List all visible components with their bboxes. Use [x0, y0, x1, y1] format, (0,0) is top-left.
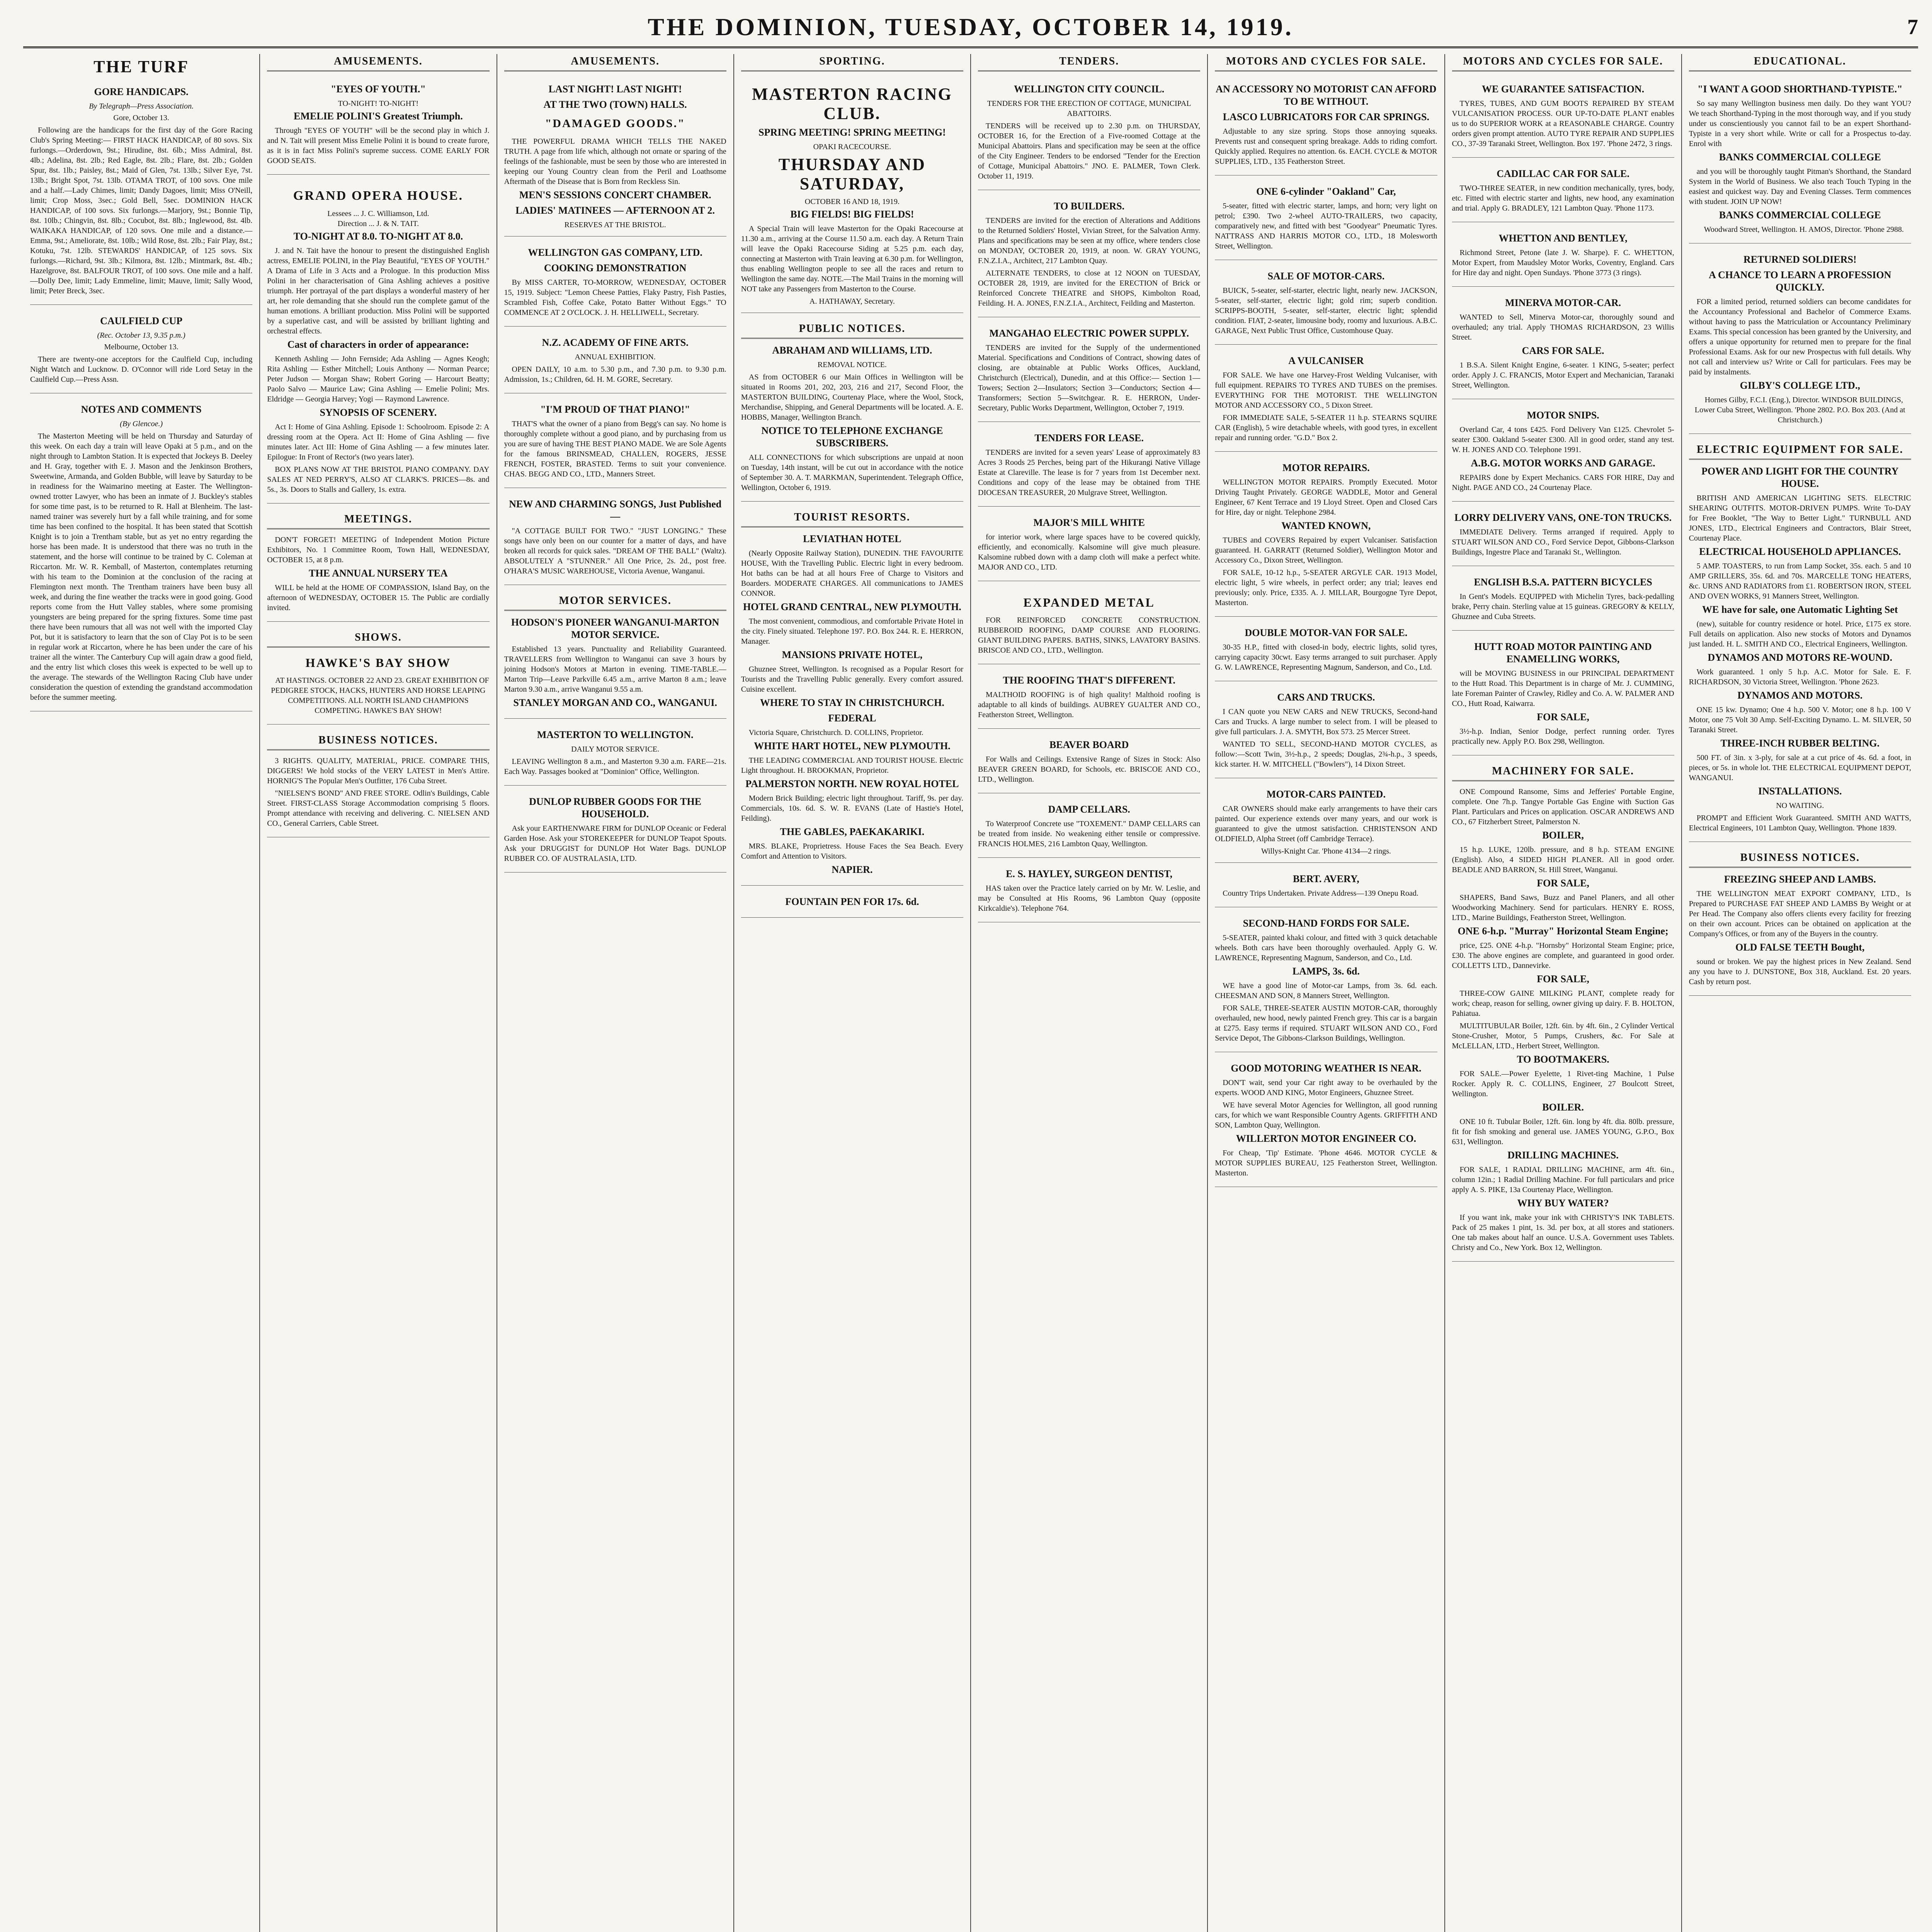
weather-heading: GOOD MOTORING WEATHER IS NEAR. — [1231, 1063, 1422, 1074]
opera-heading: GRAND OPERA HOUSE. — [293, 189, 464, 203]
beaver-body: For Walls and Ceilings. Extensive Range of Sizes in Stock: Also BEAVER GREEN BOARD, for Schools, etc. BRISCOE AND CO., LTD., Wellington. — [978, 755, 1201, 784]
opera-house-ad — [267, 179, 489, 503]
lease-tender — [978, 426, 1200, 507]
shapers-heading: FOR SALE, — [1537, 878, 1590, 889]
nielsens-ad: "NIELSEN'S BOND" AND FREE STORE. Odlin's Buildings, Cable Street. FIRST-CLASS Storage Accommodation comprising 5 floors. Prompt attendance with receiving and delivering. C. NIELSEN AND CO., General Carriers, Cable Street. — [267, 789, 490, 828]
mansions-body: Ghuznee Street, Wellington. Is recognised as a Popular Resort for Tourists and the Travelling Public generally. Every comfort assured. Cuisine excellent. — [741, 665, 963, 694]
masterton-subheading: DAILY MOTOR SERVICE. — [571, 745, 660, 753]
column-amusements-2 — [497, 54, 734, 1932]
meetings-section — [267, 507, 489, 622]
arts-heading: N.Z. ACADEMY OF FINE ARTS. — [542, 337, 689, 348]
bikes-body: 3½-h.p. Indian, Senior Dodge, perfect running order. Tyres practically new. Apply P.O. Box 298, Wellington. — [1452, 727, 1674, 746]
vulcaniser-body: FOR SALE. We have one Harvey-Frost Welding Vulcaniser, with full equipment. REPAIRS TO TYRES AND TUBES on the premises. EVERYTHING FOR THE MOTORIST. THE WELLINGTON MOTOR AND ACCESSORY CO., 5 Dixon Street. — [1215, 371, 1437, 410]
carsale-body: 1 B.S.A. Silent Knight Engine, 6-seater. 1 KING, 5-seater; perfect order. Apply J. C. FRANCIS, Motor Expert and Mechanician, Taranaki Street, Wellington. — [1452, 361, 1674, 389]
whetton-body: Richmond Street, Petone (late J. W. Sharpe). F. C. WHETTON, Motor Expert, from Maudsley Motor Works, Coventry, England. Cars for Hire day and night. Open Sundays. 'Phone 3773 (3 rings). — [1452, 248, 1674, 277]
steam-engines-heading: ONE 6-h.p. "Murray" Horizontal Steam Engine; — [1458, 925, 1668, 937]
opera-body: J. and N. Tait have the honour to present the distinguished English actress, EMELIE POLINI, in the Play Beautiful, "EYES OF YOUTH." A Drama of Life in 3 Acts and a Prologue. In this production Miss Polini in her characterisation of Gina Ashling achieves a positive triumph. Her portrayal of the part displays a wonderful mastery of her art, her role demanding that she should run the complete gamut of the human emotions. A brilliant production. Miss Polini will be supported by a superlative cast, and will be assisted by brilliant lighting and orchestral effects. — [267, 247, 490, 335]
boiler-body: 15 h.p. LUKE, 120lb. pressure, and 8 h.p. STEAM ENGINE (English). Also, 4 SIDED HIGH PLANER. All in good order. BEADLE AND BARRON, St. Hill Street, Wanganui. — [1452, 845, 1674, 874]
bsa-bicycles-ad — [1452, 570, 1674, 631]
power-body: BRITISH AND AMERICAN LIGHTING SETS. ELECTRIC SHEARING OUTFITS. MOTOR-DRIVEN PUMPS. Write To-DAY for Free Booklet, "The Way to Better Light." TURNBULL AND JONES, LTD., Electrical Engineers and Contractors, Blair Street, Courtenay Place. — [1689, 494, 1911, 543]
songs-heading: NEW AND CHARMING SONGS, Just Published— — [509, 498, 722, 522]
abraham-body: AS from OCTOBER 6 our Main Offices in Wellington will be situated in Rooms 201, 202, 203, 216 and 217, Second Floor, the MASTERTON BUILDING, Courtenay Place, where the Wool, Stock, Merchandise, Shipping, and General Departments will be located. A. E. HOBBS, Manager, Wellington Branch. — [741, 373, 963, 422]
town-halls: AT THE TWO (TOWN) HALLS. — [543, 99, 687, 110]
cars-painted-ad — [1215, 782, 1437, 863]
stanley-heading: STANLEY MORGAN AND CO., WANGANUI. — [513, 697, 717, 708]
gas-company-ad — [504, 240, 726, 327]
arts-body: OPEN DAILY, 10 a.m. to 5.30 p.m., and 7.30 p.m. to 9.30 p.m. Admission, 1s.; Children, 6d. H. M. GORE, Secretary. — [504, 365, 726, 384]
austin-sale: FOR SALE, THREE-SEATER AUSTIN MOTOR-CAR, thoroughly overhauled, new hood, newly painted French grey. This car is a bargain at £275. Easy terms if required. STUART WILSON AND CO., Ford Service Depot, The Gibbons-Clarkson Buildings, Wellington. — [1215, 1004, 1437, 1043]
soldiers-heading: RETURNED SOLDIERS! — [1743, 254, 1857, 265]
notes-heading: NOTES AND COMMENTS — [81, 404, 202, 415]
minerva-ad — [1452, 291, 1674, 399]
column-amusements-1 — [260, 54, 497, 1932]
gore-handicaps-article — [30, 80, 252, 305]
roofing-body: MALTHOID ROOFING is of high quality! Malthoid roofing is adaptable to all kinds of buildings. AUBREY GUALTER AND CO., Featherston Street, Wellington. — [978, 690, 1201, 719]
songs-body: "A COTTAGE BUILT FOR TWO." "JUST LONGING." These songs have only been on our counter for a matter of days, and have broken all records for quick sales. "DREAM OF THE BALL" (Waltz). ABSOLUTELY A "STUNNER." All One Price, 2s. 2d., post free. O'HARA'S MUSIC WAREHOUSE, Victoria Avenue, Wanganui. — [504, 527, 726, 575]
cars-trucks-body: I CAN quote you NEW CARS and NEW TRUCKS, Second-hand Cars and Trucks. A large number to select from. I will be pleased to give full particulars. J. A. SMYTH, Box 573. 25 Mercer Street. — [1215, 707, 1437, 736]
electric-equipment-section — [1689, 438, 1911, 842]
column-sporting — [734, 54, 971, 1932]
motor-repairs-ad — [1215, 456, 1437, 617]
lamps-body: WE have a good line of Motor-car Lamps, from 3s. 6d. each. CHEESMAN AND SON, 8 Manners Street, Wellington. — [1215, 981, 1437, 1000]
abg-heading: A.B.G. MOTOR WORKS AND GARAGE. — [1471, 457, 1655, 469]
expanded-body: FOR REINFORCED CONCRETE CONSTRUCTION. RUBBEROID ROOFING, DAMP COURSE AND FLOORING. GIANT BUILDING PAPERS. BATHS, SINKS, LAVATORY BASINS. BRISCOE AND CO., LTD., Wellington. — [978, 616, 1201, 655]
masterton-body: LEAVING Wellington 8 a.m., and Masterton 9.30 a.m. FARE—21s. Each Way. Passages booked at "Dominion" Office, Wellington. — [504, 757, 726, 776]
songs-ad — [504, 492, 726, 585]
lorry-heading: LORRY DELIVERY VANS, ONE-TON TRUCKS. — [1454, 512, 1672, 523]
immediate-sale: FOR IMMEDIATE SALE, 5-SEATER 11 h.p. STEARNS SQUIRE CAR (English), 5 wire detachable wheels, with good tyres, in excellent repair and running order. "G.D." Box 2. — [1215, 413, 1437, 442]
weather-ad — [1215, 1056, 1437, 1187]
piano-heading: "I'M PROUD OF THAT PIANO!" — [540, 404, 690, 415]
cars-trucks-heading: CARS AND TRUCKS. — [1277, 692, 1375, 703]
caulfield-heading: CAULFIELD CUP — [100, 315, 183, 327]
shapers-body: SHAPERS, Band Saws, Buzz and Panel Planers, and all other Woodworking Machinery. Send for particulars. HENRY E. ROSS, LTD., Marine Buildings, Featherston Street, Wellington. — [1452, 893, 1674, 922]
council-heading: WELLINGTON CITY COUNCIL. — [1014, 83, 1165, 95]
public-notices-section — [741, 317, 963, 502]
white-hart-heading: WHITE HART HOTEL, NEW PLYMOUTH. — [754, 740, 951, 752]
hornig-ad: 3 RIGHTS. QUALITY, MATERIAL, PRICE. COMPARE THIS, DIGGERS! We hold stocks of the VERY LATEST in Men's Attire. HORNIG'S The Popular Men's Outfitter, 176 Cuba Street. — [267, 757, 490, 785]
typist-heading: "I WANT A GOOD SHORTHAND-TYPISTE." — [1697, 83, 1903, 95]
guarantee-body: TYRES, TUBES, AND GUM BOOTS REPAIRED BY STEAM VULCANISATION PROCESS. OUR UP-TO-DATE PLANT enables us to do SUPERIOR WORK at a REASONABLE CHARGE. Country orders given prompt attention. AUTO TYRE REPAIR AND SUPPLIES CO., 37-39 Taranaki Street, Wellington. Box 197. 'Phone 2472, 3 rings. — [1452, 99, 1674, 148]
meeting-notice: DON'T FORGET! MEETING of Independent Motion Picture Exhibitors, No. 1 Committee Room, Town Hall, WEDNESDAY, OCTOBER 15, at 8 p.m. — [267, 536, 490, 564]
nursery-body: WILL be held at the HOME OF COMPASSION, Island Bay, on the afternoon of WEDNESDAY, OCTOBER 15. The Public are cordially invited. — [267, 583, 490, 612]
opera-direction: Direction ... J. & N. TAIT. — [337, 219, 419, 228]
guarantee-heading: WE GUARANTEE SATISFACTION. — [1482, 83, 1645, 95]
removal-notice: REMOVAL NOTICE. — [817, 361, 887, 369]
public-notices-heading: PUBLIC NOTICES. — [741, 321, 963, 339]
guarantee-ad — [1452, 77, 1674, 158]
motors-heading-2: MOTORS AND CYCLES FOR SALE. — [1452, 54, 1674, 71]
council-body: TENDERS will be received up to 2.30 p.m. on THURSDAY, OCTOBER 16, for the Erection of a Five-roomed Cottage at the Municipal Abattoirs. Plans and specification may be seen at the office of the City Engineer. Tenders to be endorsed "Tender for the Erection of Cottage, Municipal Abattoirs." JNO. E. PALMER, Town Clerk. October 11, 1919. — [978, 122, 1201, 180]
eyes-of-youth-ad — [267, 77, 489, 175]
race-dates: OCTOBER 16 AND 18, 1919. — [804, 197, 900, 206]
teeth-body: sound or broken. We pay the highest prices in New Zealand. Send any you have to J. DUNSTONE, Box 318, Auckland. Est. 20 years. Cash by return post. — [1689, 957, 1911, 986]
snips-body: Overland Car, 4 tons £425. Ford Delivery Van £125. Chevrolet 5-seater £300. Oakland 5-seater £300. All in good order, stand any test. W. H. JONES AND CO. Telephone 1991. — [1452, 425, 1674, 454]
gas-subheading: COOKING DEMONSTRATION — [544, 262, 687, 274]
hodson-body: Established 13 years. Punctuality and Reliability Guaranteed. TRAVELLERS from Wellington to Wanganui can save 3 hours by joining Hodson's Motors at Marton in evening. TIME-TABLE.—Marton Trip—Leave Parkville 6.45 a.m., arrive Marton 8 a.m.; leave Marton 9.30 a.m., arrive Wanganui 9.55 a.m. — [504, 645, 726, 694]
caulfield-body: There are twenty-one acceptors for the Caulfield Cup, including Night Watch and Lucknow. D. O'Connor will ride Lord Setay in the Caulfield Cup.—Press Assn. — [30, 355, 253, 384]
synopsis-body: Act I: Home of Gina Ashling. Episode 1: Schoolroom. Episode 2: A dressing room at the Opera. Act II: Home of Gina Ashling — five minutes later. Act III: Home of Gina Ashling — a few minutes later. Epilogue: In Front of Rector's (two years later). — [267, 423, 490, 461]
racing-secretary: A. HATHAWAY, Secretary. — [809, 297, 895, 306]
gore-body: Following are the handicaps for the first day of the Gore Racing Club's Spring Meeting:— FIRST HACK HANDICAP, of 80 sovs. Six furlongs.—Orderdown, 9st.; Hirudine, 8st. 6lb.; Miss Admiral, 8st. 4lb.; Adelina, 8st. 2lb.; Red Eagle, 8st. 2lb.; Flare, 8st. 2lb.; Golden Spur, 8st. 1lb.; Paisley, 8st.; Maid of Glen, 7st. 13lb.; Silver Eye, 7st. 13lb.; Bright Spot, 7st. 13lb. OTAMA TROT, of 100 sovs. One mile and a half.—Lady Chimes, limit; Dandy Dagoes, limit; Miss O'Neill, limit; Crop Moss, 3sec.; Gold Bell, 5sec. DOMINION HACK HANDICAP, of 100 sovs. Six furlongs.—Marjory, 9st.; Bonnie Tip, 8st. 10lb.; Chingvin, 8st. 8lb.; Cocubot, 8st. 8lb.; Inglewood, 8st. 4lb. WAIKAKA HANDICAP, of 120 sovs. One mile and a distance.—Emma, 9st.; Ameliorate, 8st. 10lb.; Wild Rose, 8st. 2lb.; Fair Play, 8st.; Kotuku, 7st. 12lb. STEWARDS' HANDICAP, of 125 sovs. Six furlongs.—Richard, 9st. 3lb.; Kilmora, 8st. 12lb.; Mintmark, 8st. 4lb.; Hazelgrove, 8st. BALFOUR TROT, of 100 sovs. One mile and a half.—Dolly Dee, limit; Lady Emmeline, limit; Mauve, limit; Sally Wood, limit; Peter Breck, 3sec. — [30, 126, 253, 295]
business-heading-3: BUSINESS NOTICES. — [1689, 850, 1911, 868]
white-hart-body: THE LEADING COMMERCIAL AND TOURIST HOUSE. Electric Light throughout. H. BROOKMAN, Proprietor. — [741, 756, 963, 775]
banks-body: and you will be thoroughly taught Pitman's Shorthand, the Standard System in the World of Business. We also teach Touch Typing in the easiest and quickest way. Day and Evening Classes. Term commences with student. JOIN UP NOW! — [1689, 167, 1911, 206]
business-heading-1: BUSINESS NOTICES. — [267, 733, 489, 750]
sale-heading: SALE OF MOTOR-CARS. — [1267, 270, 1385, 282]
beaver-heading: BEAVER BOARD — [1049, 739, 1129, 750]
piano-ad — [504, 397, 726, 488]
mangahao-heading: MANGAHAO ELECTRIC POWER SUPPLY. — [989, 328, 1189, 339]
bootmakers-body: FOR SALE.—Power Eyelette, 1 Rivet-ting Machine, 1 Pulse Rocker. Apply R. C. COLLINS, Engineer, 27 Boulcott Street, Wellington. — [1452, 1070, 1674, 1098]
boiler2-heading: BOILER. — [1542, 1102, 1584, 1113]
soldiers-body: FOR a limited period, returned soldiers can become candidates for the Accountancy Professional and Bachelor of Commerce Exams. without having to pass the Matriculation or Accountancy Preliminary Exams. This special concession has been granted by the University, and offers a unique opportunity for returned men to prepare for the final Professional Exams. Ask for our new Prospectus with full details. Why not call and interview us? Write or Call for particulars. Fees may be paid by instalments. — [1689, 298, 1911, 376]
spring-meeting: SPRING MEETING! SPRING MEETING! — [759, 127, 946, 138]
telephone-body: ALL CONNECTIONS for which subscriptions are unpaid at noon on Tuesday, 14th instant, will be cut out in accordance with the notice of September 30. A. T. MARKMAN, Superintendent. Telegraph Office, Wellington, October 6, 1919. — [741, 453, 963, 492]
gas-heading: WELLINGTON GAS COMPANY, LTD. — [528, 247, 702, 258]
bootmakers-heading: TO BOOTMAKERS. — [1517, 1054, 1609, 1065]
milking-heading: FOR SALE, — [1537, 973, 1590, 985]
racing-club-heading: MASTERTON RACING CLUB. — [752, 85, 952, 123]
repairs-heading: MOTOR REPAIRS. — [1282, 462, 1370, 473]
damaged-goods-ad — [504, 77, 726, 236]
cadillac-body: TWO-THREE SEATER, in new condition mechanically, tyres, body, etc. Fitted with electric starter and lights, new hood, any examination and trial. Apply G. BRADLEY, 121 Lambton Quay. 'Phone 1173. — [1452, 184, 1674, 213]
cellars-body: To Waterproof Concrete use "TOXEMENT." DAMP CELLARS can be treated from inside. No weakening either tensile or compressive. FRANCIS HOLMES, 216 Lambton Quay, Wellington. — [978, 820, 1201, 848]
eyes-tonight: TO-NIGHT! TO-NIGHT! — [338, 99, 419, 108]
argyle-sale: FOR SALE, 10-12 h.p., 5-SEATER ARGYLE CAR. 1913 Model, electric light, 5 wire wheels, in perfect order; any trial; leaves end previously; only. Price, £335. A. J. MILLAR, Bourgogne Tyre Depot, Masterton. — [1215, 568, 1437, 607]
masterton-service-ad — [504, 723, 726, 786]
multitubular-body: MULTITUBULAR Boiler, 12ft. 6in. by 4ft. 6in., 2 Cylinder Vertical Stone-Crusher, Motor, 5 Pumps, Crushers, &c. For Sale at McLELLAN, LTD., Herbert Street, Wellington. — [1452, 1022, 1674, 1050]
page-number: 7 — [1907, 15, 1918, 39]
dynamos-heading: DYNAMOS AND MOTORS. — [1737, 690, 1863, 701]
motors-heading-1: MOTORS AND CYCLES FOR SALE. — [1215, 54, 1437, 71]
drilling-heading: DRILLING MACHINES. — [1507, 1150, 1619, 1161]
freezing-heading: FREEZING SHEEP AND LAMBS. — [1724, 874, 1876, 885]
mansions-heading: MANSIONS PRIVATE HOTEL, — [782, 649, 923, 660]
majors-body: for interior work, where large spaces have to be covered quickly, efficiently, and economically. Kalsomine will give much pleasure. Kalsomine rubbed down with a damp cloth will make a perfect white. MAJOR AND CO., LTD. — [978, 533, 1201, 571]
avery-heading: BERT. AVERY, — [1293, 873, 1359, 884]
dentist-body: HAS taken over the Practice lately carried on by Mr. W. Leslie, and may be Consulted at His Rooms, 96 Lambton Quay (opposite Kirkcaldie's). Telephone 764. — [978, 884, 1201, 913]
fine-arts-ad — [504, 330, 726, 393]
drilling-body: FOR SALE, 1 RADIAL DRILLING MACHINE, arm 4ft. 6in., column 12in.; 1 Radial Drilling Machine. For full particulars and price apply A. S. PIKE, 13a Courtenay Place, Wellington. — [1452, 1165, 1674, 1194]
avery-body: Country Trips Undertaken. Private Address—139 Onepu Road. — [1223, 889, 1418, 898]
teeth-heading: OLD FALSE TEETH Bought, — [1735, 942, 1865, 953]
city-council-tender — [978, 77, 1200, 190]
lorry-body: IMMEDIATE Delivery. Terms arranged if required. Apply to STUART WILSON AND CO., Ford Service Depot, Gibbons-Clarkson Buildings, Ingestre Place and Taranaki St., Wellington. — [1452, 528, 1674, 556]
newspaper-title: THE DOMINION, TUESDAY, OCTOBER 14, 1919. — [648, 13, 1294, 41]
column-motors-1 — [1208, 54, 1445, 1932]
snips-ad — [1452, 403, 1674, 502]
gilby-heading: GILBY'S COLLEGE LTD., — [1740, 380, 1860, 391]
weather-body: DON'T wait, send your Car right away to be overhauled by the experts. WOOD AND KING, Motor Engineers, Ghuznee Street. — [1215, 1078, 1437, 1097]
opera-times: TO-NIGHT AT 8.0. TO-NIGHT AT 8.0. — [293, 231, 463, 242]
lorry-ad — [1452, 505, 1674, 566]
column-tenders — [971, 54, 1208, 1932]
boiler-heading: BOILER, — [1542, 830, 1584, 841]
eyes-star: EMELIE POLINI'S Greatest Triumph. — [294, 111, 463, 122]
vulcaniser-heading: A VULCANISER — [1288, 355, 1364, 366]
shows-heading: SHOWS. — [267, 630, 489, 648]
tourist-heading: TOURIST RESORTS. — [741, 510, 963, 527]
boiler2-body: ONE 10 ft. Tubular Boiler, 12ft. 6in. long by 4ft. dia. 80lb. pressure, fit for fish smoking and general use. JAMES YOUNG, G.P.O., Box 631, Wellington. — [1452, 1117, 1674, 1146]
ladies-matinees: LADIES' MATINEES — AFTERNOON AT 2. — [515, 205, 715, 216]
typist-body: So say many Wellington business men daily. Do they want YOU? We teach Shorthand-Typing in the most thorough way, and if you study under us conscientiously you cannot fail to be an expert Shorthand-Typiste in a very short while. Write or call for a Prospectus to-day. Enrol with — [1689, 99, 1911, 148]
gas-body: By MISS CARTER, TO-MORROW, WEDNESDAY, OCTOBER 15, 1919. Subject: "Lemon Cheese Patties, Flaky Pastry, Fish Pasties, Scrambled Fish, Coffee Cake, Potato Batter Without Eggs." TO COMMENCE AT 2 O'CLOCK. J. H. HELLIWELL, Secretary. — [504, 278, 726, 317]
motor-services-heading: MOTOR SERVICES. — [504, 594, 726, 611]
hawkes-body: AT HASTINGS. OCTOBER 22 AND 23. GREAT EXHIBITION OF PEDIGREE STOCK, HACKS, HUNTERS AND HORSE LEAPING COMPETITIONS. ALL NORTH ISLAND CHAMPIONS COMPETING. HAWKE'S BAY SHOW! — [271, 676, 489, 715]
cast-list: Kenneth Ashling — John Fernside; Ada Ashling — Agnes Keogh; Rita Ashling — Esther Mitchell; Louis Anthony — Norman Pearce; Peter Judson — Morgan Shaw; Robert Goring — Harcourt Beatty; Paolo Salvo — Maurice Law; Gina Ashling — Emelie Polini; Mrs. Eldridge — Georgia Harvey; Yogi — Raymond Lawrence. — [267, 355, 490, 403]
amusements-heading-2: AMUSEMENTS. — [504, 54, 726, 71]
snips-heading: MOTOR SNIPS. — [1527, 410, 1599, 421]
column-motors-2 — [1445, 54, 1682, 1932]
motor-services-section — [504, 589, 726, 719]
fords-ad — [1215, 911, 1437, 1052]
gilby-body: Hornes Gilby, F.C.I. (Eng.), Director. WINDSOR BUILDINGS, Lower Cuba Street, Wellington. 'Phone 2802. P.O. Box 203. (And at Christchurch.) — [1694, 396, 1905, 424]
accessory-heading: AN ACCESSORY NO MOTORIST CAN AFFORD TO BE WITHOUT. — [1216, 83, 1437, 107]
lasco-ad — [1215, 77, 1437, 175]
soldiers-subheading: A CHANCE TO LEARN A PROFESSION QUICKLY. — [1709, 269, 1891, 293]
lasco-heading: LASCO LUBRICATORS FOR CAR SPRINGS. — [1223, 111, 1430, 122]
damp-cellars-ad — [978, 797, 1200, 858]
column-educational — [1682, 54, 1918, 1932]
whetton-ad — [1452, 226, 1674, 287]
machinery-body: ONE Compound Ransome, Sims and Jefferies' Portable Engine, complete. One 7h.p. Tangye Portable Gas Engine with Suction Gas Plant. Particulars and Prices on application. OSCAR ANDREWS AND CO., 67 Fitzherbert Street, Palmerston N. — [1452, 787, 1674, 826]
gore-heading: GORE HANDICAPS. — [94, 86, 189, 97]
telephone-heading: NOTICE TO TELEPHONE EXCHANGE SUBSCRIBERS. — [761, 425, 943, 449]
gore-byline: By Telegraph—Press Association. — [89, 102, 194, 111]
eyes-heading: "EYES OF YOUTH." — [330, 83, 426, 95]
roofing-ad — [978, 668, 1200, 729]
gables-heading: THE GABLES, PAEKAKARIKI. — [780, 826, 925, 837]
business-notices-3 — [1689, 846, 1911, 996]
gore-dateline: Gore, October 13. — [113, 114, 169, 122]
cadillac-heading: CADILLAC CAR FOR SALE. — [1497, 168, 1630, 179]
sale-motor-cars-ad — [1215, 264, 1437, 345]
palmerston-body: Modern Brick Building; electric light throughout. Tariff, 9s. per day. Commercials, 10s. 6d. S. W. R. EVANS (Late of Hastie's Hotel, Feilding). — [741, 794, 963, 823]
hutt-heading: HUTT ROAD MOTOR PAINTING AND ENAMELLING WORKS, — [1474, 641, 1652, 665]
dunlop-heading: DUNLOP RUBBER GOODS FOR THE HOUSEHOLD. — [529, 796, 702, 820]
ink-heading: WHY BUY WATER? — [1517, 1197, 1609, 1209]
carsale-heading: CARS FOR SALE. — [1522, 345, 1604, 356]
dunlop-ad — [504, 789, 726, 872]
rewound-body: Work guaranteed. 1 only 5 h.p. A.C. Motor for Sale. E. F. RICHARDSON, 30 Victoria Street, Wellington. 'Phone 2623. — [1689, 668, 1911, 686]
leviathan-body: (Nearly Opposite Railway Station), DUNEDIN. THE FAVOURITE HOUSE, With the Travelling Public. Electric light in every bedroom. Hot baths can be had at all hours Free of Charge to Visitors and Boarders. MODERATE CHARGES. All communications to JAMES CONNOR. — [741, 549, 963, 598]
hutt-body: will be MOVING BUSINESS in our PRINCIPAL DEPARTMENT to the Hutt Road. This Department is in charge of Mr. J. CUMMING, late Foreman Painter of Crawley, Ridley and Co. A. W. PALMER AND CO., Hutt Road, Kaiwarra. — [1452, 669, 1674, 708]
page-columns — [23, 54, 1918, 1932]
beaver-board-ad — [978, 733, 1200, 793]
cellars-heading: DAMP CELLARS. — [1048, 804, 1130, 815]
business-notices-1 — [267, 728, 489, 837]
engineer-body: For Cheap, 'Tip' Estimate. 'Phone 4646. MOTOR CYCLE & MOTOR SUPPLIES BUREAU, 125 Featherston Street, Wellington. Masterton. — [1215, 1149, 1437, 1177]
masterton-racing-ad — [741, 77, 963, 313]
ink-body: If you want ink, make your ink with CHRISTY'S INK TABLETS. Pack of 25 makes 1 pint, 1s. 3d. per box, at all stores and stationers. One tab makes about half an ounce. U.S.A. Government uses Tablets. Christy and Co., New York. Box 12, Wellington. — [1452, 1213, 1674, 1252]
lease-heading: TENDERS FOR LEASE. — [1034, 432, 1144, 444]
dentist-heading: E. S. HAYLEY, SURGEON DENTIST, — [1006, 868, 1173, 879]
shows-section — [267, 626, 489, 724]
amusements-heading: AMUSEMENTS. — [267, 54, 489, 71]
wanted-body: TUBES and COVERS Repaired by expert Vulcaniser. Satisfaction guaranteed. H. GARRATT (Returned Soldier), Wellington Motor and Accessory Co., Dixon Street, Wellington. — [1215, 536, 1437, 565]
hutt-road-ad — [1452, 634, 1674, 755]
tourist-resorts-section — [741, 505, 963, 886]
repairs-body: WELLINGTON MOTOR REPAIRS. Promptly Executed. Motor Driving Taught Privately. GEORGE WADDLE, Motor and General Engineer, 67 Kent Terrace and 19 Lloyd Street. Open and Closed Cars for Hire, day or night. Telephone 2984. — [1215, 478, 1437, 517]
notes-body: The Masterton Meeting will be held on Thursday and Saturday of this week. On each day a train will leave Opaki at 5 p.m., and on the night through to Lambton Station. It is expected that Jockeys B. Deeley and H. Gray, together with E. J. Mason and the Jenkinson Brothers, Sweetwine, Armanda, and Golden Bubble, will leave by Saturday to be in readiness for the Waimarino meeting at Easter. The Wellington-owned trotter Lawyer, who has been an inmate of J. Buckley's stables for some time past, is to be returned to R. Hall at Blenheim. The last-named trainer was severely hurt by a fall while training, and for some time has been confined to the hospital. It has been stated that Scottish Knight is to join a Trentham stable, but as yet no entry regarding the horse has been made. It is understood that there was no truth in the statement, and the horse will continue to be trained by C. Coleman at Riccarton. Mr. W. R. Kemball, of Masterton, contemplates returning with his team to the Dominion at the conclusion of the racing at Flemington next month. The Trentham trainers have been busy all week, and during the fine weather the tracks were in good going. Good reports come from the Hutt Valley stables, where some promising youngsters are being prepared for the spring fixtures. Some time past there have been rumours that all was not well with the imported Clay Pot, but it is satisfactory to learn that the son of Clay Pot is to be seen in regular work at Riccarton, where he has been under the care of his trainer all the winter. The Canterbury Cup will again draw a good field, and the entry list which closes this week is expected to be well up to the average. The stewards of the Wellington Racing Club have under consideration the question of extending the grandstand accommodation before the summer meeting. — [30, 432, 253, 702]
builders-body: TENDERS are invited for the erection of Alterations and Additions to the Returned Soldiers' Hostel, Vivian Street, for the Salvation Army. Plans and specifications may be seen at my office, where tenders close on MONDAY, OCTOBER 20, 1919, at noon. W. GRAY YOUNG, F.N.Z.I.A., Architect, 217 Lambton Quay. — [978, 216, 1201, 265]
fords-body: 5-SEATER, painted khaki colour, and fitted with 3 quick detachable wheels. Both cars have been thoroughly overhauled. Apply G. W. LAWRENCE, Representing Magnum, Sanderson, and Co., Ltd. — [1215, 934, 1437, 962]
van-body: 30-35 H.P., fitted with closed-in body, electric lights, solid tyres, carrying capacity 30cwt. Easy terms arranged to suit purchaser. Apply G. W. LAWRENCE, Representing Magnum, Sanderson, and Co., Ltd. — [1215, 643, 1437, 672]
opaki-racecourse: OPAKI RACECOURSE. — [813, 143, 891, 151]
builders-body-2: ALTERNATE TENDERS, to close at 12 NOON on TUESDAY, OCTOBER 28, 1919, are invited for the ERECTION of Brick or Reinforced Concrete THEATRE and SHOPS, Kimbolton Road, Feilding. H. A. JONES, F.N.Z.I.A., Architect, Feilding and Masterton. — [978, 269, 1201, 308]
wanted-heading: WANTED KNOWN, — [1281, 520, 1371, 531]
caulfield-received: (Rec. October 13, 9.35 p.m.) — [97, 331, 185, 340]
banks-heading: BANKS COMMERCIAL COLLEGE — [1719, 151, 1881, 163]
painted-body: CAR OWNERS should make early arrangements to have their cars painted. Our experience extends over many years, and our work is guaranteed to give the utmost satisfaction. CHRISTENSON AND OLDFIELD, Alpha Street (off Cambridge Terrace). — [1215, 804, 1437, 843]
expanded-metal-ad — [978, 585, 1200, 664]
gilby-college-ad — [1689, 247, 1911, 434]
mens-sessions: MEN'S SESSIONS CONCERT CHAMBER. — [519, 189, 711, 201]
banks-heading-2: BANKS COMMERCIAL COLLEGE — [1719, 209, 1881, 221]
caulfield-cup-article — [30, 309, 252, 393]
abg-body: REPAIRS done by Expert Mechanics. CARS FOR HIRE, Day and Night. PAGE AND CO., 24 Courtenay Place. — [1452, 473, 1674, 492]
reserves: RESERVES AT THE BRISTOL. — [564, 221, 666, 229]
nursery-heading: THE ANNUAL NURSERY TEA — [309, 568, 448, 579]
mangahao-body: TENDERS are invited for the Supply of the undermentioned Material. Specifications and Conditions of Contract, showing dates of closing, are obtainable at Public Works Offices, Auckland, Christchurch (Electrical), Dunedin, and at this Office:— Section 1—Towers; Section 2—Insulators; Section 3—Conductors; Section 4—Transformers; Section 5—Switchgear. R. E. HERRON, Under-Secretary, Public Works Department, Wellington, October 7, 1919. — [978, 344, 1201, 412]
meetings-heading: MEETINGS. — [267, 512, 489, 529]
belting-body: 500 FT. of 3in. x 3-ply, for sale at a cut price of 4s. 6d. a foot, in pieces, or 5s. in whole lot. THE ELECTRICAL EQUIPMENT DEPOT, WANGANUI. — [1689, 753, 1911, 782]
household-heading: ELECTRICAL HOUSEHOLD APPLIANCES. — [1699, 546, 1901, 557]
racing-body: A Special Train will leave Masterton for the Opaki Racecourse at 11.30 a.m., arriving at the Course 11.50 a.m. each day. A Return Train will leave the Opaki Racecourse Siding at 5.25 p.m. each day, connecting at Masterton with Train leaving at 6.30 p.m. for Wellington, thus enabling Wellington people to see all the races and return to Wellington the same day. NOTE.—The Mail Trains in the morning will NOT take any Passengers from Masterton to the Course. — [741, 224, 963, 293]
cars-trucks-ad — [1215, 685, 1437, 778]
bsa-heading: ENGLISH B.S.A. PATTERN BICYCLES — [1474, 577, 1652, 588]
dunlop-body: Ask your EARTHENWARE FIRM for DUNLOP Oceanic or Federal Garden Hose. Ask your STOREKEEPER for DUNLOP Teapot Spouts. Ask your DRUGGIST for DUNLOP Hot Water Bags. DUNLOP RUBBER CO. OF AUSTRALASIA, LTD. — [504, 824, 726, 863]
oakland-ad — [1215, 179, 1437, 260]
whetton-heading: WHETTON AND BENTLEY, — [1498, 233, 1628, 244]
turf-heading: THE TURF — [94, 57, 189, 76]
installations-subheading: NO WAITING. — [1776, 801, 1824, 810]
sporting-heading: SPORTING. — [741, 54, 963, 71]
damaged-heading: "DAMAGED GOODS." — [545, 117, 685, 130]
bsa-body: In Gent's Models. EQUIPPED with Michelin Tyres, back-pedalling brake, Perry chain. Sterling value at 15 guineas. GREGORY & KELLY, Ghuznee and Cuba Streets. — [1452, 592, 1674, 621]
machinery-heading: MACHINERY FOR SALE. — [1452, 764, 1674, 781]
central-heading: HOTEL GRAND CENTRAL, NEW PLYMOUTH. — [743, 601, 961, 612]
napier-heading: NAPIER. — [832, 864, 873, 875]
piano-body: THAT'S what the owner of a piano from Begg's can say. No home is thoroughly complete without a good piano, and by purchasing from us you are sure of having THE BEST PIANO MADE. We are Sole Agents for the famous BRINSMEAD, CHALLEN, ROGERS, JESSE FRENCH, FOSTER, BRASTED. Terms to suit your convenience. CHAS. BEGG AND CO., LTD., Manners Street. — [504, 420, 726, 478]
mangahao-tender — [978, 321, 1200, 422]
eyes-body: Through "EYES OF YOUTH" will be the second play in which J. and N. Tait will present Miss Emelie Polini it is bound to create furore, as it is in fact Miss Polini's supreme success. COME EARLY FOR GOOD SEATS. — [267, 126, 490, 165]
dynamos-body: ONE 15 kw. Dynamo; One 4 h.p. 500 V. Motor; one 8 h.p. 100 V Motor, one 75 Volt 30 Amp. Self-Exciting Dynamo. L. M. SILVER, 50 Taranaki Street. — [1689, 706, 1911, 734]
vulcaniser-ad — [1215, 349, 1437, 452]
business-notices-2 — [741, 889, 963, 918]
engineer-heading: WILLERTON MOTOR ENGINEER CO. — [1236, 1133, 1416, 1144]
machinery-section — [1452, 759, 1674, 1262]
expanded-heading: EXPANDED METAL — [1023, 595, 1155, 609]
rewound-heading: DYNAMOS AND MOTORS RE-WOUND. — [1708, 652, 1893, 663]
opera-lessees: Lessees ... J. C. Williamson, Ltd. — [327, 209, 429, 218]
minerva-body: WANTED to Sell, Minerva Motor-car, thoroughly sound and overhauled; any trial. Apply THOMAS RICHARDSON, 23 Willis Street. — [1452, 313, 1674, 342]
box-plans: BOX PLANS NOW AT THE BRISTOL PIANO COMPANY. DAY SALES AT NED PERRY'S, ALSO AT CLARK'S. PRICES—8s. and 5s., 3s. Doors to Stalls and Gallery, 1s. extra. — [267, 465, 490, 494]
central-body: The most convenient, commodious, and comfortable Private Hotel in the city. Finely situated. Telephone 197. P.O. Box 244. R. E. HERRON, Manager. — [741, 617, 963, 646]
cadillac-ad — [1452, 162, 1674, 222]
milking-body: THREE-COW GAINE MILKING PLANT, complete ready for work; cheap, reason for selling, owner giving up dairy. F. B. HOLTON, Pahiatua. — [1452, 989, 1674, 1018]
freezing-body: THE WELLINGTON MEAT EXPORT COMPANY, LTD., Is Prepared to PURCHASE FAT SHEEP AND LAMBS By Weight or at Per Head. The Company also offers clients every facility for freezing on their own account. Prices can be obtained on application at the Company's Offices, or from any of the Buyers in the country. — [1689, 889, 1911, 938]
gables-body: MRS. BLAKE, Proprietress. House Faces the Sea Beach. Every Comfort and Attention to Visitors. — [741, 842, 963, 861]
motorcycles-sale: WANTED TO SELL, SECOND-HAND MOTOR CYCLES, as follow:—Scott Twin, 3½-h.p., 2 speeds; Douglas, 2¾-h.p., 3 speeds, kick starter. H. W. MITCHELL ("Bowlers"), 14 Dixon Street. — [1215, 740, 1437, 769]
willys-knight: Willys-Knight Car. 'Phone 4134—2 rings. — [1261, 847, 1391, 855]
majors-heading: MAJOR'S MILL WHITE — [1033, 517, 1145, 528]
oakland-body: 5-seater, fitted with electric starter, lamps, and horn; very light on petrol; £390. Two 2-wheel AUTO-TRAILERS, two capacity, comparatively new, and fitted with best "Goodyear" Pneumatic Tyres. NATTRASS AND HARRIS MOTOR CO., LTD., 18 Molesworth Street, Wellington. — [1215, 202, 1437, 250]
damaged-body: THE POWERFUL DRAMA WHICH TELLS THE NAKED TRUTH. A page from life which, although not ornate or sparing of the feelings of the fashionable, must be seen by those who are interested in keeping our Young Country clean from the Peril and Loathsome Aftermath of the Disease that is Born from Reckless Sin. — [504, 137, 726, 186]
notes-byline: (By Glencoe.) — [120, 420, 163, 428]
minerva-heading: MINERVA MOTOR-CAR. — [1505, 297, 1621, 308]
last-night: LAST NIGHT! LAST NIGHT! — [548, 83, 682, 95]
column-turf — [23, 54, 260, 1932]
fords-heading: SECOND-HAND FORDS FOR SALE. — [1243, 918, 1410, 929]
council-subheading: TENDERS FOR THE ERECTION OF COTTAGE, MUNICIPAL ABATTOIRS. — [987, 99, 1191, 118]
painted-heading: MOTOR-CARS PAINTED. — [1266, 789, 1386, 800]
leviathan-heading: LEVIATHAN HOTEL — [803, 533, 901, 544]
fountain-pen-heading: FOUNTAIN PEN FOR 17s. 6d. — [785, 896, 919, 907]
builders-heading: TO BUILDERS. — [1054, 201, 1125, 212]
federal-body: Victoria Square, Christchurch. D. COLLINS, Proprietor. — [748, 728, 923, 737]
motor-van-ad — [1215, 621, 1437, 681]
lamps-heading: LAMPS, 3s. 6d. — [1292, 966, 1360, 977]
masthead — [23, 8, 1918, 48]
stay-heading: WHERE TO STAY IN CHRISTCHURCH. — [760, 697, 944, 708]
bikes-heading: FOR SALE, — [1537, 711, 1590, 723]
lease-body: TENDERS are invited for a seven years' Lease of approximately 83 Acres 3 Roods 25 Perches, being part of the Hikurangi Native Village Estate at Clareville. The lease is for 7 years from 1st December next. Conditions and copy of the lease may be obtained from THE DIOCESAN TREASURER, 20 Mulgrave Street, Wellington. — [978, 448, 1201, 497]
masterton-heading: MASTERTON TO WELLINGTON. — [537, 729, 694, 740]
race-days: THURSDAY AND SATURDAY, — [778, 155, 926, 193]
hodson-heading: HODSON'S PIONEER WANGANUI-MARTON MOTOR SERVICE. — [511, 617, 719, 640]
synopsis-heading: SYNOPSIS OF SCENERY. — [320, 407, 437, 418]
oakland-heading: ONE 6-cylinder "Oakland" Car, — [1256, 186, 1396, 197]
belting-heading: THREE-INCH RUBBER BELTING. — [1720, 738, 1880, 749]
avery-ad — [1215, 867, 1437, 907]
builders-tender — [978, 194, 1200, 317]
lasco-body: Adjustable to any size spring. Stops those annoying squeaks. Prevents rust and consequent spring breakage. Adds to riding comfort. Quickly applied. Requires no attention. 6s. EACH. CYCLE & MOTOR SUPPLIES, LTD., 135 Featherston Street. — [1215, 127, 1437, 166]
lighting-set-heading: WE have for sale, one Automatic Lighting Set — [1702, 604, 1898, 615]
agents-body: WE have several Motor Agencies for Wellington, all good running cars, for which we want Responsible Country Agents. GRIFFITH AND SON, Lambton Quay, Wellington. — [1215, 1101, 1437, 1129]
van-heading: DOUBLE MOTOR-VAN FOR SALE. — [1245, 627, 1408, 638]
caulfield-dateline: Melbourne, October 13. — [104, 343, 179, 351]
electric-heading: ELECTRIC EQUIPMENT FOR SALE. — [1689, 442, 1911, 460]
steam-engines-body: price, £25. ONE 4-h.p. "Hornsby" Horizontal Steam Engine; price, £30. The above engines are complete, and guaranteed in good order. COLLETTS LTD., Dannevirke. — [1452, 941, 1674, 970]
federal-heading: FEDERAL — [828, 713, 876, 724]
roofing-heading: THE ROOFING THAT'S DIFFERENT. — [1003, 675, 1175, 686]
dentist-ad — [978, 862, 1200, 922]
palmerston-heading: PALMERSTON NORTH. NEW ROYAL HOTEL — [745, 778, 959, 789]
educational-heading: EDUCATIONAL. — [1689, 54, 1911, 71]
cast-heading: Cast of characters in order of appearance: — [287, 339, 469, 350]
big-fields: BIG FIELDS! BIG FIELDS! — [790, 209, 914, 220]
banks-college-ad — [1689, 77, 1911, 243]
sale-body: BUICK, 5-seater, self-starter, electric light, nearly new. JACKSON, 5-seater, self-starter, electric light; gold rim; superb condition. SCRIPPS-BOOTH, 5-seater, self-starter, electric light; splendid condition. FIAT, 2-seater, limousine body, roomy and luxurious. A.B.C. GARAGE, Next Public Trust Office, Customhouse Quay. — [1215, 286, 1437, 335]
hawkes-heading: HAWKE'S BAY SHOW — [305, 656, 451, 670]
notes-comments-article — [30, 397, 252, 711]
majors-ad — [978, 510, 1200, 581]
installations-body: PROMPT and Efficient Work Guaranteed. SMITH AND WATTS, Electrical Engineers, 101 Lambton Quay, Wellington. 'Phone 1839. — [1689, 814, 1911, 832]
tenders-heading: TENDERS. — [978, 54, 1200, 71]
power-heading: POWER AND LIGHT FOR THE COUNTRY HOUSE. — [1701, 466, 1899, 489]
abraham-heading: ABRAHAM AND WILLIAMS, LTD. — [772, 345, 932, 356]
arts-subheading: ANNUAL EXHIBITION. — [575, 353, 656, 361]
household-body: 5 AMP. TOASTERS, to run from Lamp Socket, 35s. each. 5 and 10 AMP GRILLERS, 35s. 6d. and 70s. MARCELLE TONG HEATERS, &c. URNS AND RADIATORS from £1. ROBERTSON IRON, STEEL AND OVEN WORKS, 91 Manners Street, Wellington. — [1689, 562, 1911, 600]
lighting-set-body: (new), suitable for country residence or hotel. Price, £175 ex store. Full details on application. Also new stocks of Motors and Dynamos just landed. H. L. SMITH AND CO., Electrical Engineers, Wellington. — [1689, 620, 1911, 648]
banks-address: Woodward Street, Wellington. H. AMOS, Director. 'Phone 2988. — [1704, 225, 1904, 234]
installations-heading: INSTALLATIONS. — [1758, 786, 1842, 797]
